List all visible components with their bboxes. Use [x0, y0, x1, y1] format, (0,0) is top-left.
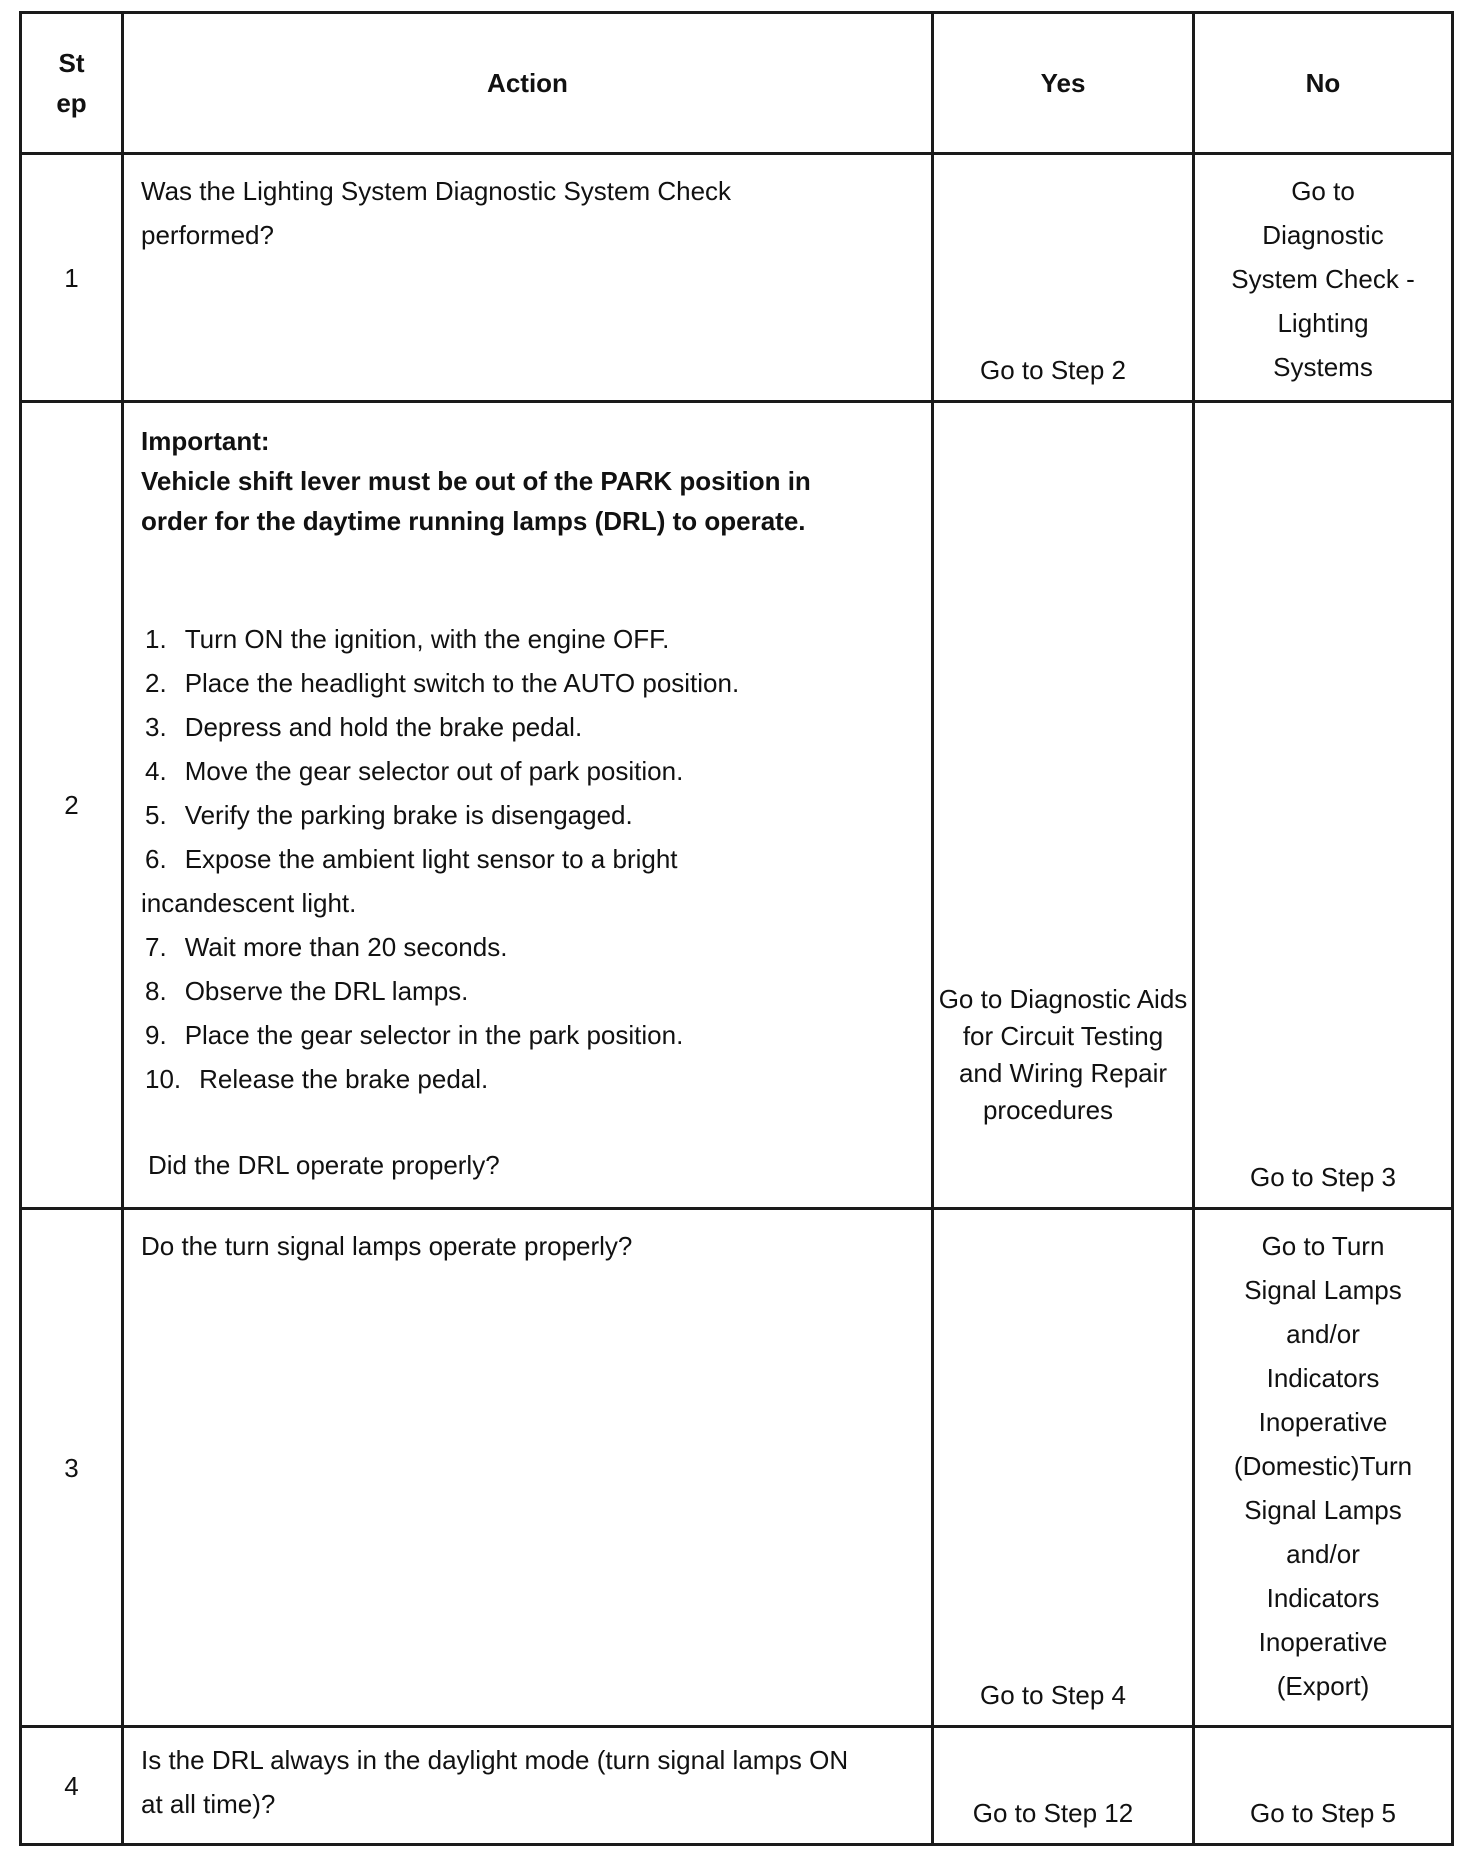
action-text: Do the turn signal lamps operate properly?	[141, 1231, 633, 1261]
list-item: 1. Turn ON the ignition, with the engine OFF.	[145, 624, 670, 654]
action-cell	[123, 154, 933, 402]
no-cell	[1194, 1209, 1453, 1727]
action-cell	[123, 1727, 933, 1845]
no-text-line: Inoperative	[1258, 1627, 1388, 1657]
yes-text-line: and Wiring Repair	[958, 1058, 1168, 1088]
no-text-line: and/or	[1286, 1319, 1360, 1349]
yes-text-line: Go to Diagnostic Aids	[938, 984, 1188, 1014]
list-item: 5. Verify the parking brake is disengaged.	[145, 800, 633, 830]
header-action: Action	[123, 13, 933, 154]
header-step: St ep	[21, 13, 123, 154]
list-item: 7. Wait more than 20 seconds.	[145, 932, 508, 962]
no-cell	[1194, 154, 1453, 402]
table-header-row	[21, 13, 1453, 154]
no-text-line: Lighting	[1277, 308, 1369, 338]
step-number: 4	[21, 1727, 123, 1845]
no-text-line: Indicators	[1266, 1363, 1380, 1393]
list-item: 4. Move the gear selector out of park position.	[145, 756, 684, 786]
table-row	[21, 1209, 1453, 1727]
step-number: 2	[21, 402, 123, 1209]
action-text: Is the DRL always in the daylight mode (turn signal lamps ON at all time)?	[141, 1745, 849, 1819]
list-item: 3. Depress and hold the brake pedal.	[145, 712, 583, 742]
action-cell	[123, 1209, 933, 1727]
step-number: 1	[21, 154, 123, 402]
yes-text: Go to Step 12	[972, 1798, 1134, 1828]
list-item: 10. Release the brake pedal.	[145, 1064, 489, 1094]
no-text: Go to Step 5	[1250, 1798, 1396, 1828]
diagnostic-table	[19, 11, 1454, 1846]
no-text-line: and/or	[1286, 1539, 1360, 1569]
table-row	[21, 154, 1453, 402]
action-cell	[123, 402, 933, 1209]
yes-text: Go to Step 4	[980, 1680, 1126, 1710]
yes-text-block	[934, 981, 1192, 1129]
important-text: Vehicle shift lever must be out of the PARK position in order for the daytime running lamps (DRL) to operate.	[141, 466, 811, 536]
action-text: Was the Lighting System Diagnostic System Check performed?	[141, 176, 732, 250]
no-text: Go to Step 3	[1250, 1162, 1396, 1192]
no-text-line: Signal Lamps	[1244, 1495, 1402, 1525]
no-text-line: Diagnostic	[1262, 220, 1384, 250]
no-text-line: (Export)	[1276, 1671, 1370, 1701]
yes-cell	[933, 402, 1194, 1209]
yes-text: Go to Step 2	[980, 355, 1126, 385]
no-text-line: Signal Lamps	[1244, 1275, 1402, 1305]
list-item: 6. Expose the ambient light sensor to a bright incandescent light.	[141, 844, 678, 918]
yes-cell	[933, 1727, 1194, 1845]
no-cell	[1194, 1727, 1453, 1845]
no-text-line: Systems	[1273, 352, 1373, 382]
yes-text-line: for Circuit Testing	[962, 1021, 1164, 1051]
important-title: Important:	[141, 426, 270, 456]
yes-cell	[933, 154, 1194, 402]
header-no: No	[1194, 13, 1453, 154]
yes-cell	[933, 1209, 1194, 1727]
no-text-line: Indicators	[1266, 1583, 1380, 1613]
list-item: 9. Place the gear selector in the park position.	[145, 1020, 684, 1050]
procedure-list	[141, 617, 915, 1101]
list-item: 8. Observe the DRL lamps.	[145, 976, 469, 1006]
no-text-line: Inoperative	[1258, 1407, 1388, 1437]
no-text-line: Go to	[1291, 176, 1355, 206]
header-yes: Yes	[933, 13, 1194, 154]
diagnostic-table-page	[19, 11, 1451, 1846]
no-text-line: Go to Turn	[1261, 1231, 1385, 1261]
no-cell	[1194, 402, 1453, 1209]
table-row	[21, 1727, 1453, 1845]
table-row	[21, 402, 1453, 1209]
list-item: 2. Place the headlight switch to the AUTO position.	[145, 668, 740, 698]
yes-text-line: procedures	[982, 1095, 1114, 1125]
no-text-line: (Domestic)Turn	[1233, 1451, 1413, 1481]
no-text-line: System Check -	[1231, 264, 1415, 294]
question-text: Did the DRL operate properly?	[148, 1150, 500, 1180]
step-number: 3	[21, 1209, 123, 1727]
